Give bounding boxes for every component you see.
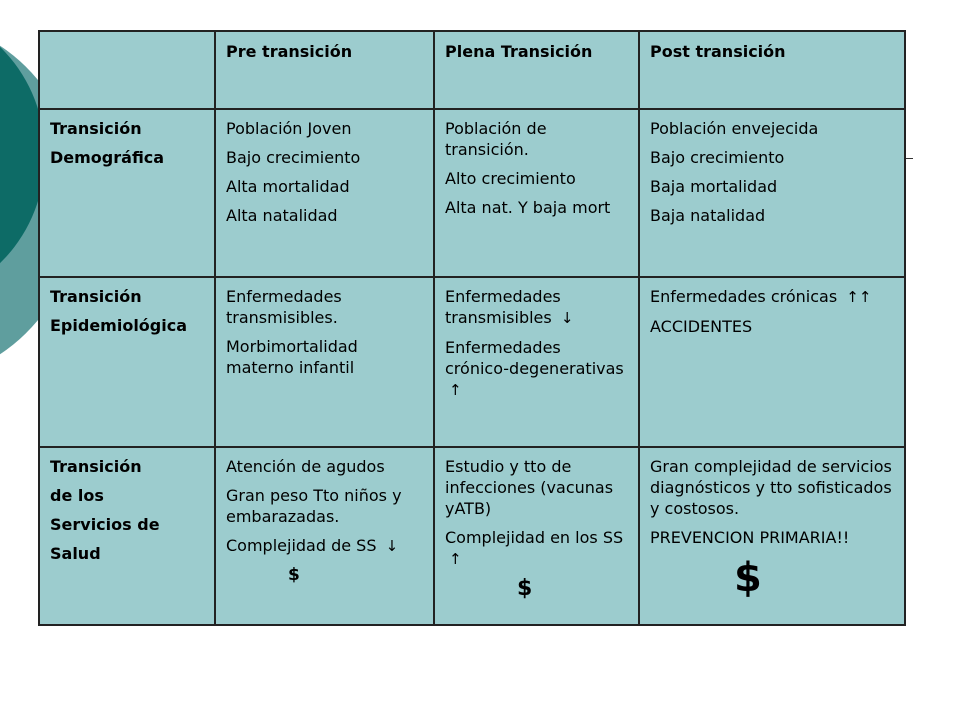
arrow-down-icon: ↓ (385, 537, 399, 555)
dollar-sign-small: $ (288, 565, 300, 585)
table-row-demografica (39, 109, 905, 277)
cell-epidemiologica-pre: Enfermedades transmisibles. Morbimortalidad materno infantil (215, 277, 434, 447)
cell-demografica-post: Población envejecida Bajo crecimiento Baja mortalidad Baja natalidad (639, 109, 905, 277)
cell-demografica-pre: Población Joven Bajo crecimiento Alta mortalidad Alta natalidad (215, 109, 434, 277)
cell-epidemiologica-plena: Enfermedades transmisibles ↓ Enfermedades crónico-degenerativas ↑ (434, 277, 639, 447)
cell-servicios-pre: Atención de agudos Gran peso Tto niños y embarazadas. Complejidad de SS ↓ $ (215, 447, 434, 625)
table-row-epidemiologica (39, 277, 905, 447)
row-label-epidemiologica: Transición Epidemiológica (39, 277, 215, 447)
header-plena-transicion: Plena Transición (434, 31, 639, 109)
header-cell-empty (39, 31, 215, 109)
header-post-transicion: Post transición (639, 31, 905, 109)
cell-servicios-plena: Estudio y tto de infecciones (vacunas yATB) Complejidad en los SS ↑ $ (434, 447, 639, 625)
table-row-servicios-salud (39, 447, 905, 625)
arrow-up-icon: ↑ (449, 550, 462, 568)
row-label-servicios-salud: Transición de los Servicios de Salud (39, 447, 215, 625)
arrow-up-double-icon: ↑↑ (846, 288, 872, 306)
row-label-demografica: Transición Demográfica (39, 109, 215, 277)
transition-table (38, 30, 906, 626)
header-row (39, 31, 905, 109)
header-pre-transicion: Pre transición (215, 31, 434, 109)
arrow-up-icon: ↑ (449, 381, 462, 399)
arrow-down-icon: ↓ (560, 309, 574, 327)
cell-servicios-post: Gran complejidad de servicios diagnósticos y tto sofisticados y costosos. PREVENCION PRIMARIA!! $ (639, 447, 905, 625)
dollar-sign-medium: $ (517, 576, 533, 601)
cell-epidemiologica-post: Enfermedades crónicas ↑↑ ACCIDENTES (639, 277, 905, 447)
dollar-sign-large: $ (734, 555, 762, 601)
cell-demografica-plena: Población de transición. Alto crecimiento Alta nat. Y baja mort (434, 109, 639, 277)
